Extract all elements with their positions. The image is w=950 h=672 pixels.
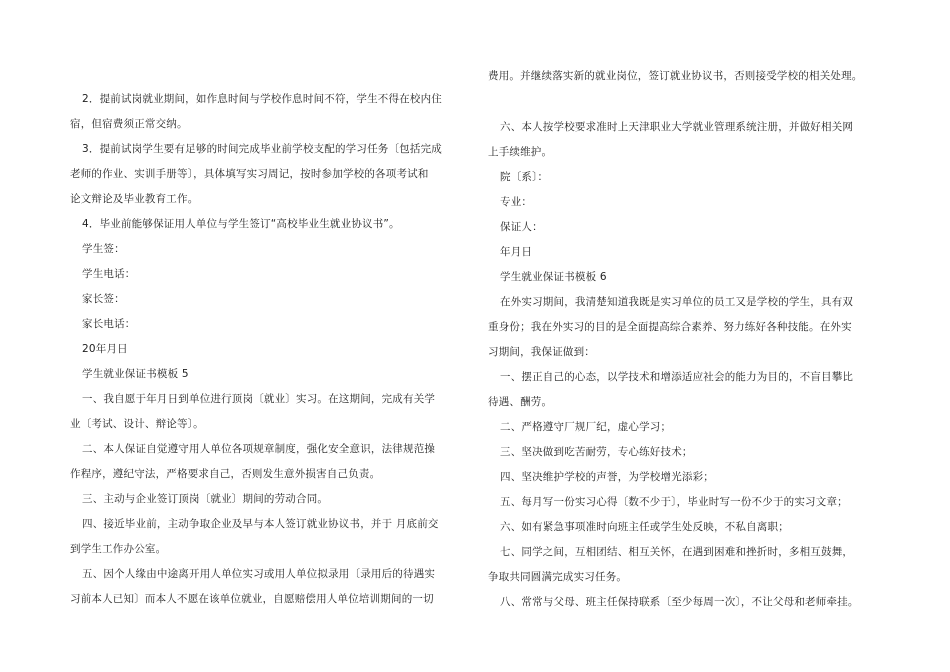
- section-title: 学生就业保证书模板 5: [82, 368, 189, 380]
- paragraph-line: 费用。并继续落实新的就业岗位，签订就业协议书，否则接受学校的相关处理。: [488, 70, 863, 82]
- paragraph-line: 宿，但宿费须正常交纳。: [70, 118, 188, 130]
- signature-label: 学生签：: [82, 243, 125, 255]
- signature-label: 专业：: [500, 196, 533, 208]
- signature-label: 家长签：: [82, 293, 125, 305]
- paragraph-line: 老师的作业、实训手册等〕，具体填写实习周记，按时参加学校的各项考试和: [70, 168, 429, 180]
- paragraph-line: 三、坚决做到吃苦耐劳，专心练好技术；: [500, 446, 693, 458]
- paragraph-line: 五、每月写一份实习心得〔数不少于〕，毕业时写一份不少于的实习文章；: [500, 496, 848, 508]
- paragraph-line: 重身份；我在外实习的目的是全面提高综合素养、努力练好各种技能。在外实: [488, 321, 852, 333]
- paragraph-line: 作程序，遵纪守法，严格要求自己，否则发生意外损害自己负责。: [70, 468, 381, 480]
- signature-label: 家长电话：: [82, 318, 136, 330]
- date-line: 年月日: [500, 246, 533, 258]
- paragraph-line: 在外实习期间，我清楚知道我既是实习单位的员工又是学校的学生，具有双: [500, 296, 854, 308]
- paragraph-line: 二、严格遵守厂规厂纪，虚心学习；: [500, 421, 672, 433]
- paragraph-line: 习前本人已知〕而本人不愿在该单位就业，自愿赔偿用人单位培训期间的一切: [70, 593, 434, 605]
- paragraph-line: 一、摆正自己的心态，以学技术和增添适应社会的能力为目的，不盲目攀比: [500, 371, 854, 383]
- paragraph-line: 3．提前试岗学生要有足够的时间完成毕业前学校支配的学习任务〔包括完成: [82, 143, 442, 155]
- paragraph-line: 八、常常与父母、班主任保持联系〔至少每周一次〕，不让父母和老师牵挂。: [500, 596, 859, 608]
- paragraph-line: 2．提前试岗就业期间，如作息时间与学校作息时间不符，学生不得在校内住: [82, 93, 442, 105]
- signature-label: 学生电话：: [82, 268, 136, 280]
- paragraph-line: 四、坚决维护学校的声誉，为学校增光添彩；: [500, 471, 714, 483]
- paragraph-line: 六、本人按学校要求准时上天津职业大学就业管理系统注册，并做好相关网: [500, 121, 854, 133]
- signature-label: 院〔系〕：: [500, 171, 549, 183]
- section-title: 学生就业保证书模板 6: [500, 271, 607, 283]
- paragraph-line: 四、接近毕业前，主动争取企业及早与本人签订就业协议书，并于 月底前交: [82, 518, 439, 530]
- paragraph-line: 到学生工作办公室。: [70, 543, 167, 555]
- date-line: 20年月日: [82, 343, 128, 355]
- paragraph-line: 争取共同圆满完成实习任务。: [488, 571, 628, 583]
- paragraph-line: 六、如有紧急事项准时向班主任或学生处反映，不私自离职；: [500, 521, 789, 533]
- paragraph-line: 三、主动与企业签订顶岗〔就业〕期间的劳动合同。: [82, 493, 329, 505]
- paragraph-line: 上手续维护。: [488, 146, 553, 158]
- paragraph-line: 4．毕业前能够保证用人单位与学生签订“高校毕业生就业协议书”。: [82, 218, 400, 230]
- paragraph-line: 七、同学之间，互相团结、相互关怀，在遇到困难和挫折时，多相互鼓舞，: [500, 546, 854, 558]
- paragraph-line: 习期间，我保证做到：: [488, 346, 595, 358]
- paragraph-line: 二、本人保证自觉遵守用人单位各项规章制度，强化安全意识，法律规范操: [82, 443, 436, 455]
- signature-label: 保证人：: [500, 221, 543, 233]
- paragraph-line: 一、我自愿于年月日到单位进行顶岗〔就业〕实习。在这期间，完成有关学: [82, 393, 436, 405]
- paragraph-line: 五、因个人缘由中途离开用人单位实习或用人单位拟录用〔录用后的待遇实: [82, 568, 436, 580]
- paragraph-line: 待遇、酬劳。: [488, 396, 553, 408]
- paragraph-line: 业〔考试、设计、辩论等〕。: [70, 418, 204, 430]
- paragraph-line: 论文辩论及毕业教育工作。: [70, 193, 199, 205]
